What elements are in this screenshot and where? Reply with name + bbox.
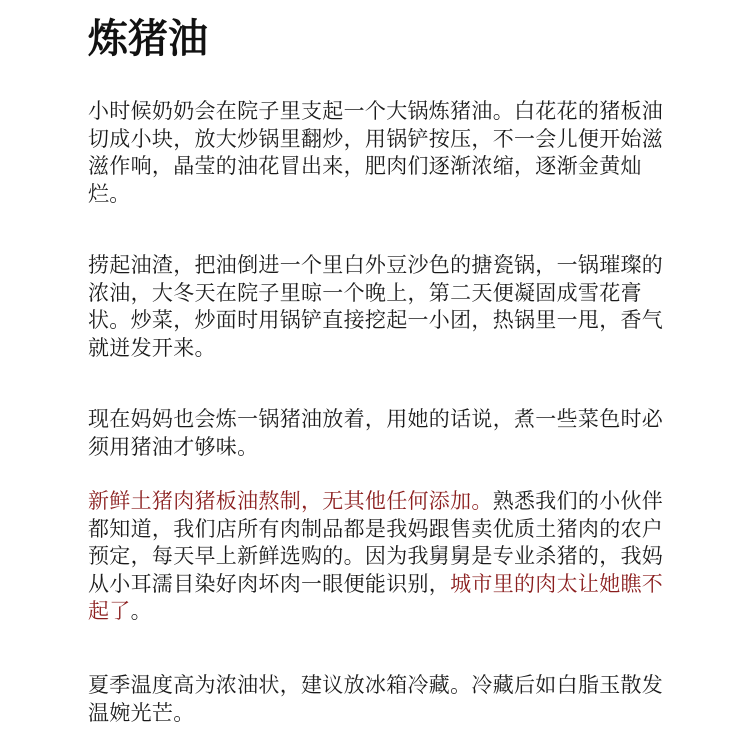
- paragraph-childhood: 小时候奶奶会在院子里支起一个大锅炼猪油。白花花的猪板油切成小块，放大炒锅里翻炒，用锅铲按压，不一会儿便开始滋滋作响，晶莹的油花冒出来，肥肉们逐渐浓缩，逐渐金黄灿烂。: [88, 99, 664, 206]
- paragraph-mother: 现在妈妈也会炼一锅猪油放着，用她的话说，煮一些菜色时必须用猪油才够味。: [88, 407, 664, 459]
- paragraph-storage: 捞起油渣，把油倒进一个里白外豆沙色的搪瓷锅，一锅璀璨的浓油，大冬天在院子里晾一个晚上，第二天便凝固成雪花膏状。炒菜，炒面时用锅铲直接挖起一小团，热锅里一甩，香气就迸发开来。: [88, 253, 664, 360]
- paragraph-product: [88, 488, 678, 626]
- paragraph-product-end: 。: [130, 599, 152, 623]
- paragraph-storage-tip: 夏季温度高为浓油状，建议放冰箱冷藏。冷藏后如白脂玉散发温婉光芒。: [88, 673, 664, 725]
- paragraph-product-body: 熟悉我们的小伙伴都知道，我们店所有肉制品都是我妈跟售卖优质土猪肉的农户预定，每天早上新鲜选购的。因为我舅舅是专业杀猪的，我妈从小耳濡目染好肉坏肉一眼便能识别，: [88, 489, 664, 596]
- highlight-city-meat: 城市里的肉太让她瞧不起了: [88, 571, 664, 623]
- page-title: 炼猪油: [88, 16, 208, 62]
- highlight-ingredients: 新鲜土猪肉猪板油熬制，无其他任何添加。: [88, 489, 493, 513]
